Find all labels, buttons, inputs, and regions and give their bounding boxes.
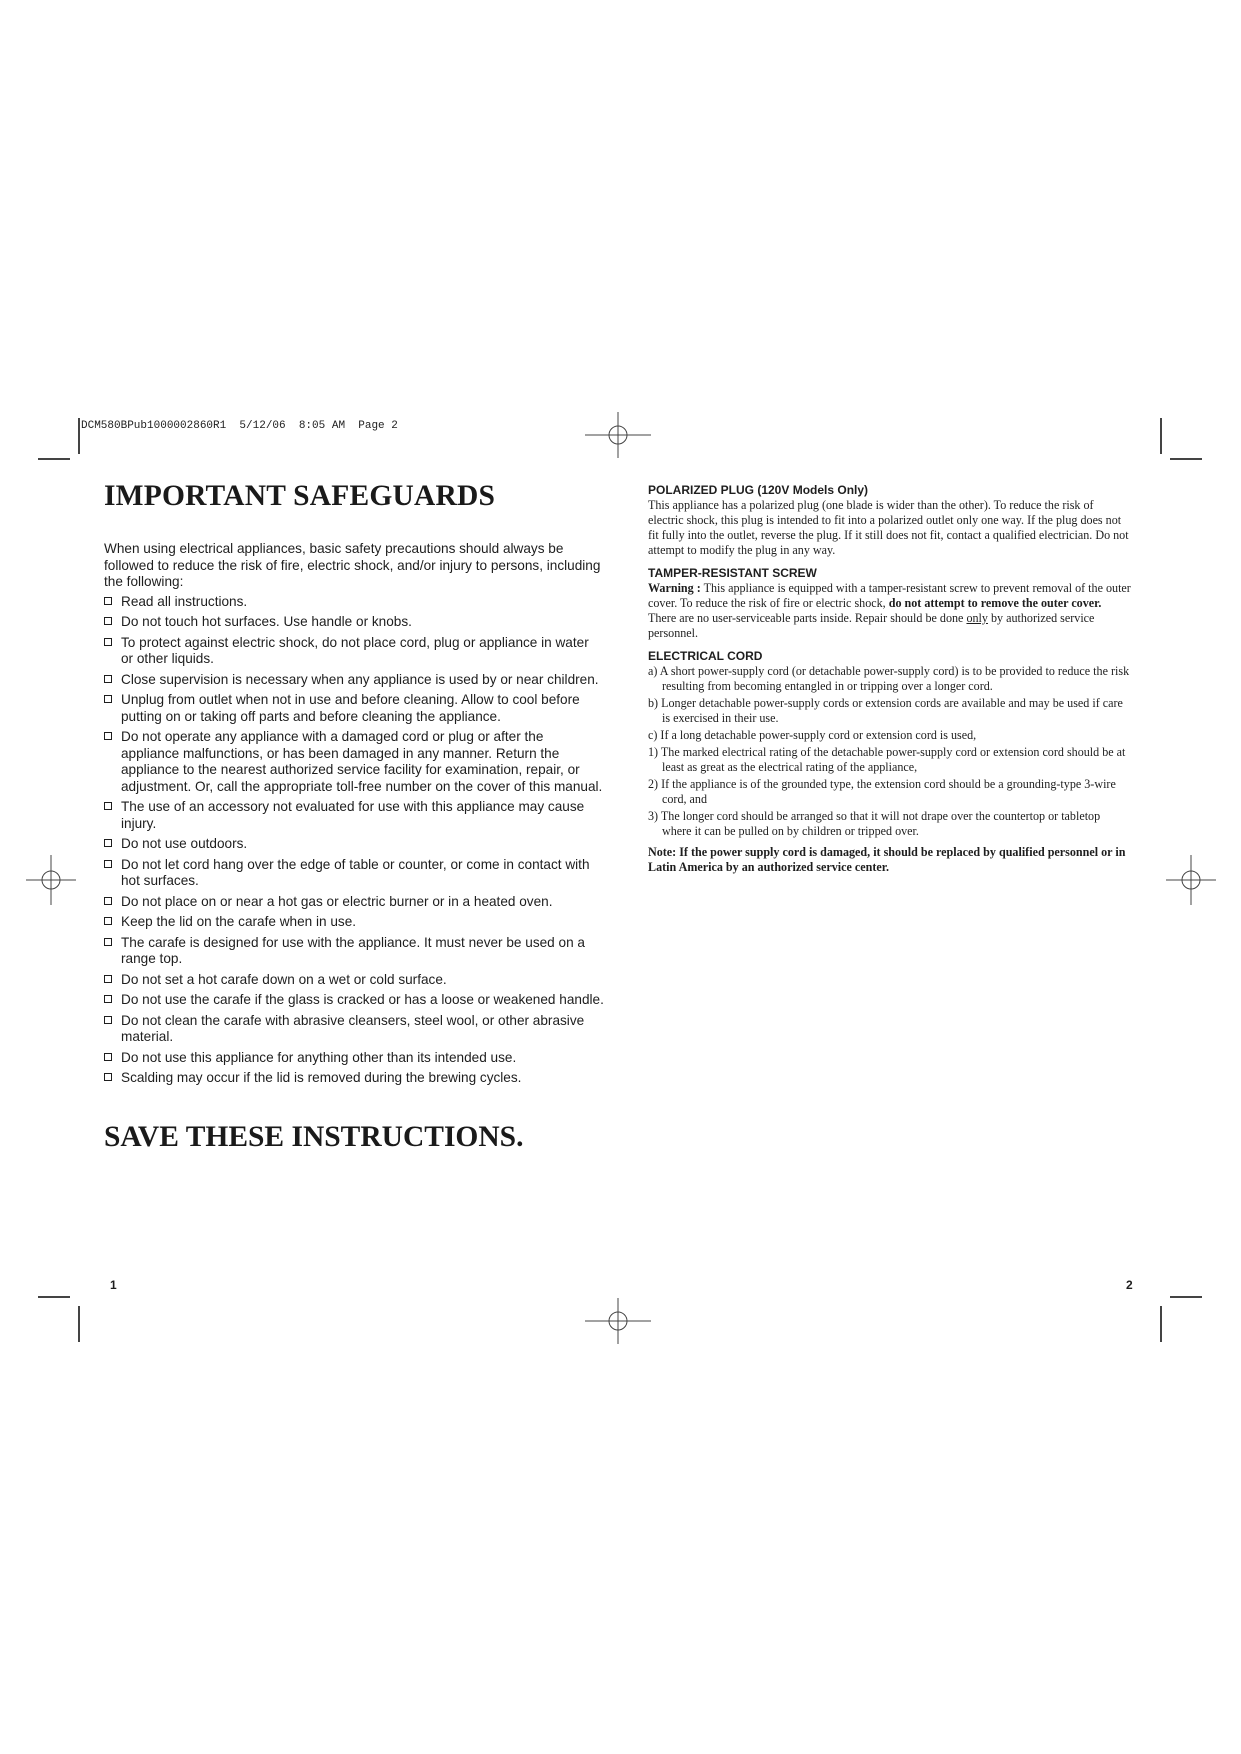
section-heading: POLARIZED PLUG (120V Models Only) [648,483,869,497]
checkbox-square-icon [104,675,112,683]
list-item: Do not use outdoors. [104,836,604,853]
checkbox-square-icon [104,938,112,946]
section-heading: ELECTRICAL CORD [648,649,763,663]
list-item: Do not touch hot surfaces. Use handle or knobs. [104,614,604,631]
list-item: c) If a long detachable power-supply cord or extension cord is used, [648,728,977,742]
intro-paragraph: When using electrical appliances, basic safety precautions should always be followed to reduce the risk of fire, electric shock, and/or injury to persons, including the following: [104,541,601,589]
checkbox-square-icon [104,1073,112,1081]
section-body: This appliance has a polarized plug (one blade is wider than the other). To reduce the risk of electric shock, this plug is intended to fit into a polarized outlet only one way. If the plug does not fit fully into the outlet, reverse the plug. If it still does not fit, contact a qualified electrician. Do not attempt to modify the plug in any way. [648,498,1129,557]
list-item: 2) If the appliance is of the grounded type, the extension cord should be a grounding-type 3-wire cord, and [648,777,1116,806]
cord-list [648,664,1132,839]
polarized-plug-section [648,483,1132,558]
list-item: The use of an accessory not evaluated for use with this appliance may cause injury. [104,799,604,832]
left-page [104,480,604,1154]
crop-mark [1160,1306,1162,1342]
list-item: Unplug from outlet when not in use and before cleaning. Allow to cool before putting on or taking off parts and before cleaning the appliance. [104,692,604,725]
checkbox-square-icon [104,975,112,983]
checkbox-square-icon [104,638,112,646]
list-item: Read all instructions. [104,594,604,611]
checkbox-square-icon [104,839,112,847]
print-slug: DCM580BPub1000002860R1 5/12/06 8:05 AM Page 2 [81,420,398,432]
page-number-right: 2 [1126,1278,1133,1292]
list-item: Do not use the carafe if the glass is cracked or has a loose or weakened handle. [104,992,604,1009]
registration-mark-left [18,847,84,913]
safeguards-list [104,594,604,1087]
section-body: Warning : This appliance is equipped with a tamper-resistant screw to prevent removal of the outer cover. To reduce the risk of fire or electric shock, do not attempt to remove the outer cover. There are no user-serviceable parts inside. Repair should be done only by authorized service personnel. [648,581,1131,640]
list-item: Do not let cord hang over the edge of table or counter, or come in contact with hot surfaces. [104,857,604,890]
checkbox-square-icon [104,732,112,740]
save-instructions-heading: SAVE THESE INSTRUCTIONS. [104,1120,524,1153]
crop-mark [78,1306,80,1342]
list-item: Do not place on or near a hot gas or electric burner or in a heated oven. [104,894,604,911]
list-item: Scalding may occur if the lid is removed during the brewing cycles. [104,1070,604,1087]
list-item: Do not set a hot carafe down on a wet or cold surface. [104,972,604,989]
checkbox-square-icon [104,995,112,1003]
list-item: b) Longer detachable power-supply cords or extension cords are available and may be used if care is exercised in their use. [648,696,1123,725]
checkbox-square-icon [104,897,112,905]
list-item: To protect against electric shock, do not place cord, plug or appliance in water or other liquids. [104,635,604,668]
checkbox-square-icon [104,860,112,868]
page-number-left: 1 [110,1278,117,1292]
checkbox-square-icon [104,617,112,625]
note-paragraph: Note: If the power supply cord is damaged, it should be replaced by qualified personnel or in Latin America by an authorized service center. [648,845,1126,874]
section-heading: TAMPER-RESISTANT SCREW [648,566,817,580]
checkbox-square-icon [104,1016,112,1024]
checkbox-square-icon [104,802,112,810]
registration-mark-right [1158,847,1224,913]
list-item: 1) The marked electrical rating of the detachable power-supply cord or extension cord should be at least as great as the electrical rating of the appliance, [648,745,1126,774]
list-item: a) A short power-supply cord (or detachable power-supply cord) is to be provided to reduce the risk resulting from becoming entangled in or tripping over a longer cord. [648,664,1130,693]
crop-mark [78,418,80,454]
list-item: Close supervision is necessary when any appliance is used by or near children. [104,672,604,689]
bold-warning: do not attempt to remove the outer cover. [888,596,1102,610]
list-item: Do not clean the carafe with abrasive cleansers, steel wool, or other abrasive material. [104,1013,604,1046]
right-page [648,483,1132,883]
electrical-cord-section [648,649,1132,875]
crop-mark [1170,1296,1202,1298]
underlined-word: only [966,611,988,625]
crop-mark [38,1296,70,1298]
checkbox-square-icon [104,1053,112,1061]
registration-mark-top [585,402,651,468]
checkbox-square-icon [104,695,112,703]
registration-mark-bottom [585,1288,651,1354]
list-item: Keep the lid on the carafe when in use. [104,914,604,931]
list-item: Do not operate any appliance with a damaged cord or plug or after the appliance malfunctions, or has been damaged in any manner. Return the appliance to the nearest authorized service facility for examination, repair, or adjustment. Or, call the appropriate toll-free number on the cover of this manual. [104,729,604,795]
warning-label: Warning : [648,581,701,595]
tamper-resistant-section [648,566,1132,641]
list-item: 3) The longer cord should be arranged so that it will not drape over the countertop or tabletop where it can be pulled on by children or tripped over. [648,809,1101,838]
list-item: Do not use this appliance for anything other than its intended use. [104,1050,604,1067]
list-item: The carafe is designed for use with the appliance. It must never be used on a range top. [104,935,604,968]
page-title: IMPORTANT SAFEGUARDS [104,480,496,512]
crop-mark [38,458,70,460]
crop-mark [1170,458,1202,460]
checkbox-square-icon [104,597,112,605]
crop-mark [1160,418,1162,454]
checkbox-square-icon [104,917,112,925]
